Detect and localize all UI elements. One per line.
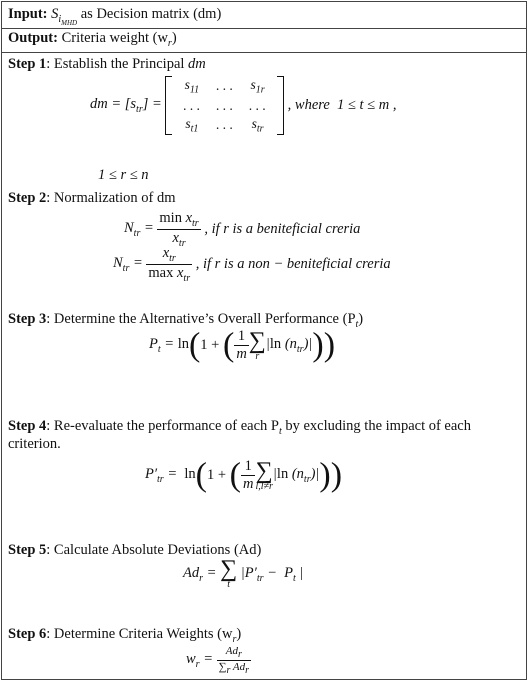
divider <box>1 28 527 29</box>
step1-equation: dm = $[s_{tr}]$ = $s_{11}$ . . . $s_{1r}$ . . . . . . . . . $s_{t1}$ . . . $s_{tr}$ , where 1 ≤ t ≤ m , <box>90 77 397 135</box>
step2-eq2: $N_{tr}$ = $\frac{x_{tr}}{\max x_{tr}}$ , if r is a non − beniteficial creria <box>113 245 391 284</box>
step5-heading: Step 5: Calculate Absolute Deviations (Ad) <box>8 542 262 558</box>
step4-equation: $P'_{tr} = \ln(1$ + ( $\frac{1}{m}$ ∑ l,l≠r |ln $(n_{tr})|$)) <box>145 456 343 494</box>
decision-matrix: $s_{11}$ . . . $s_{1r}$ . . . . . . . . . $s_{t1}$ . . . $s_{tr}$ <box>165 76 284 135</box>
step3-equation: $P_t = \ln(1$ + ( $\frac{1}{m}$ ∑ r |ln $(n_{tr})|$)) <box>149 326 336 364</box>
divider <box>1 52 527 53</box>
step3-heading: Step 3: Determine the Alternative’s Overall Performance $(P_t)$ <box>8 311 364 330</box>
step2-heading: Step 2: Normalization of dm <box>8 190 176 206</box>
step1-range: 1 ≤ r ≤ n <box>98 167 149 183</box>
step6-heading: Step 6: Determine Criteria Weights $(w_r)$ <box>8 626 242 645</box>
step4-heading: Step 4: Re-evaluate the performance of each $P_t$ by excluding the impact of each <box>8 418 471 437</box>
input-label: Input <box>8 6 43 22</box>
step5-equation: $Ad_r$ = ∑ t $|P'_{tr} - P_t$ | <box>183 556 304 590</box>
output-label: Output <box>8 30 54 46</box>
step2-eq1: $N_{tr}$ = $\frac{\min x_{tr}}{x_{tr}}$ , if r is a beniteficial creria <box>124 210 361 249</box>
step6-equation: $w_r$ = $\frac{Ad_r}{\sum_r Ad_r}$ <box>186 645 250 677</box>
step4-heading-cont: criterion. <box>8 436 61 452</box>
output-text: Criteria weight (w <box>61 30 168 46</box>
input-text: as Decision matrix (dm) <box>80 6 222 22</box>
output-line: Output: Criteria weight $(w_r)$ <box>8 30 177 49</box>
step1-heading: Step 1: Establish the Principal dm <box>8 56 206 72</box>
input-line: Input: $S_{i_{MHD}}$ as Decision matrix (dm) <box>8 6 222 27</box>
